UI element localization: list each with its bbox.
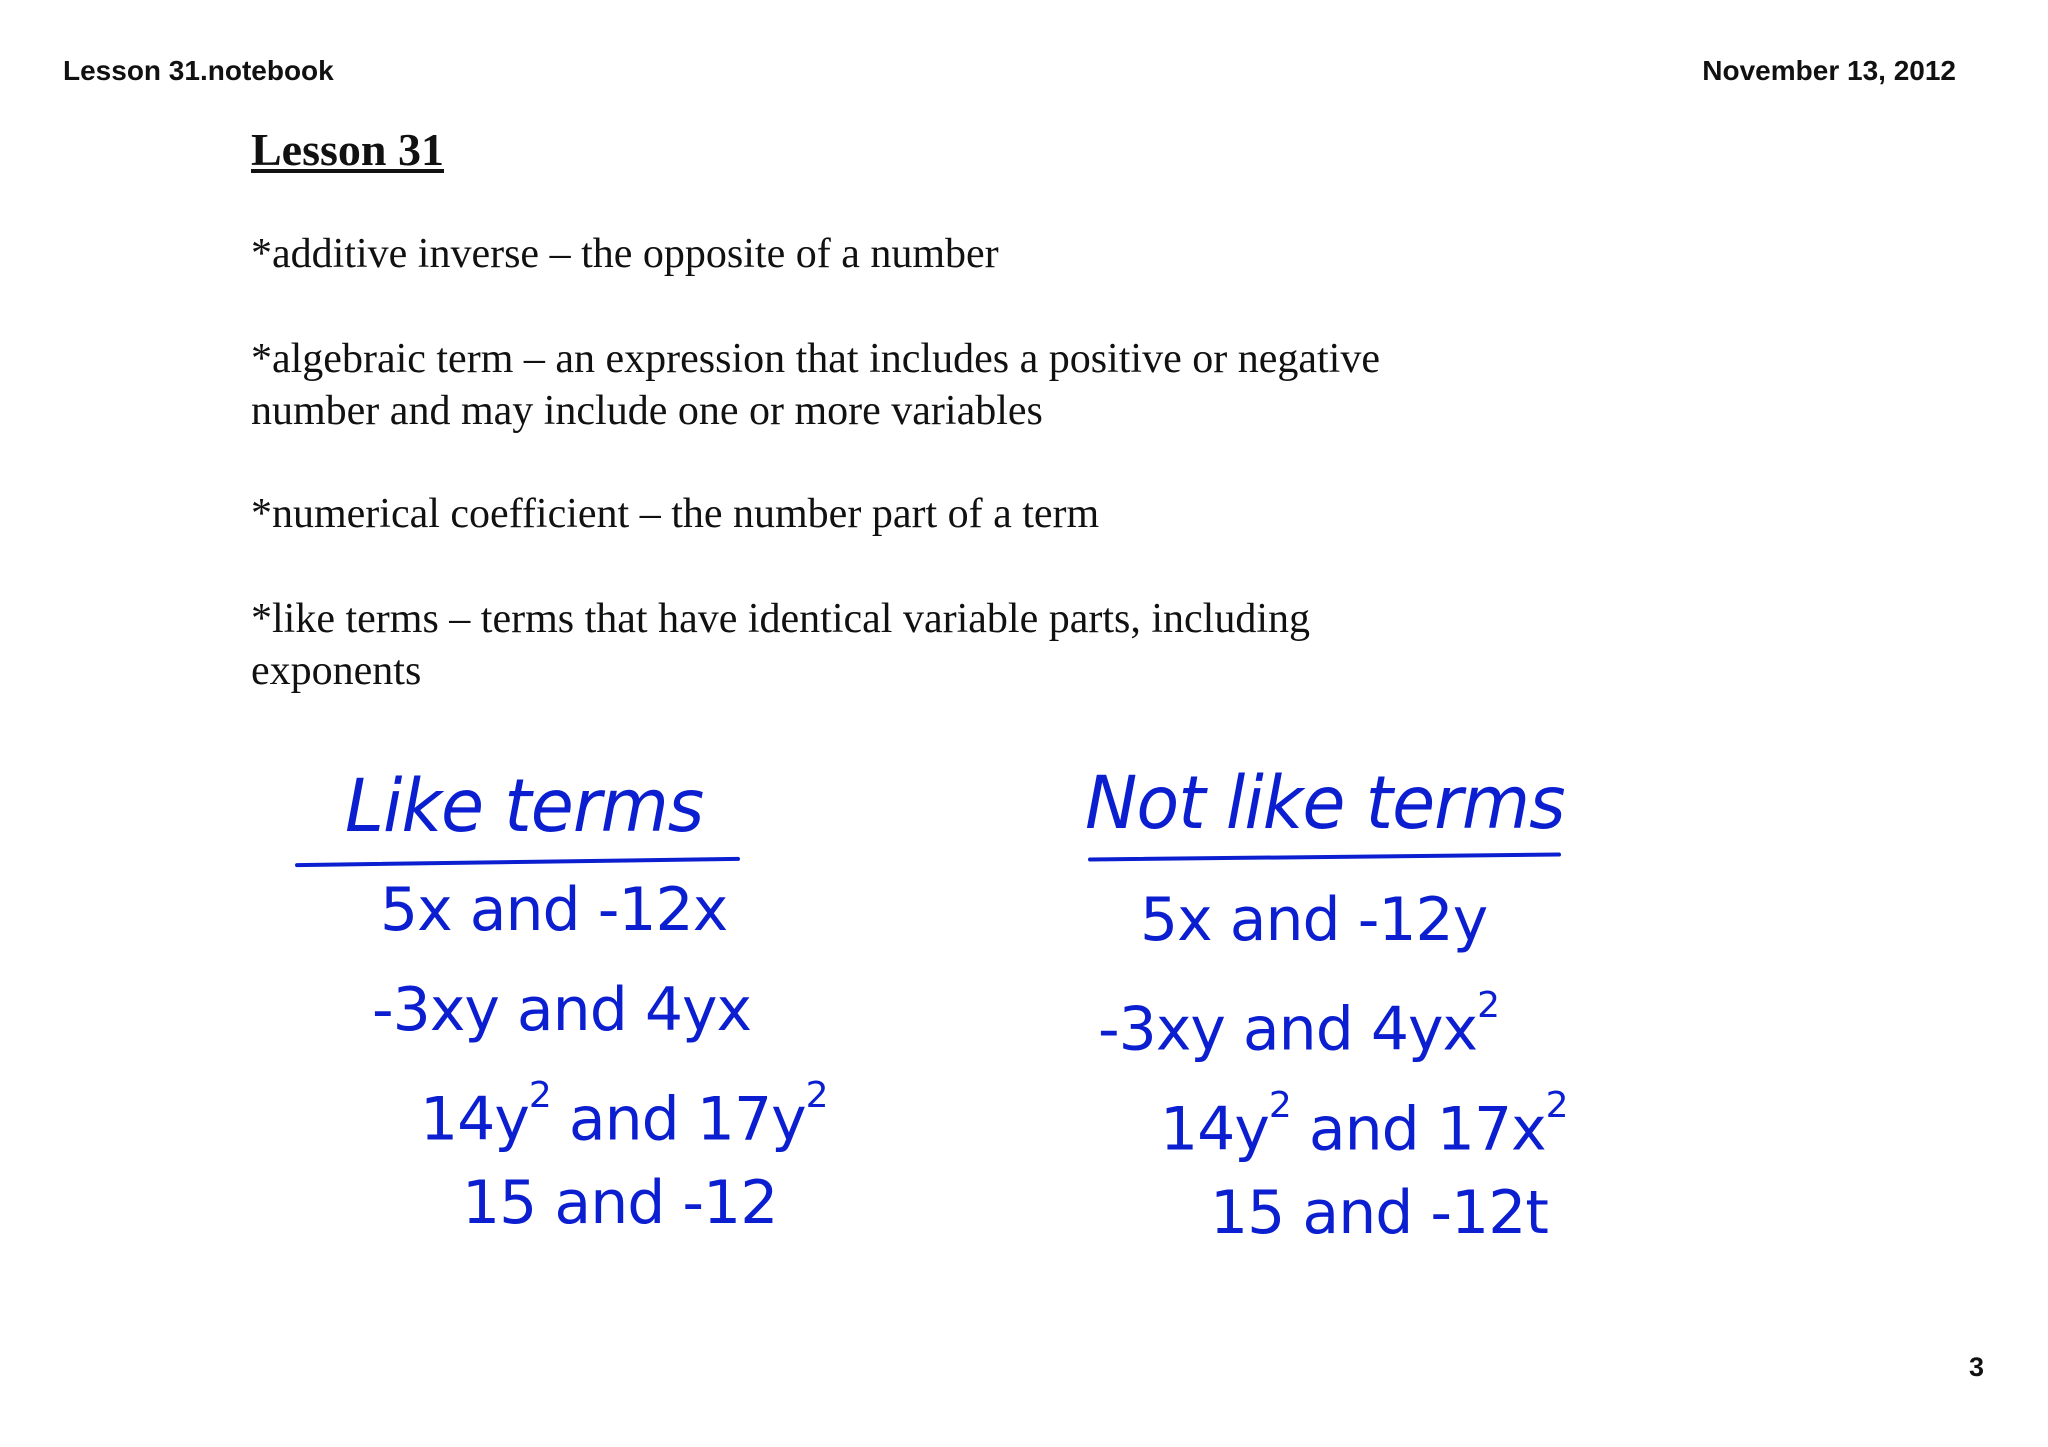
not-like-term-item-3-a: 14y	[1160, 1094, 1269, 1165]
definition-like-terms: *like terms – terms that have identical variable parts, including exponents	[251, 596, 1311, 694]
not-like-term-item-3-b-exponent: 2	[1545, 1085, 1568, 1126]
not-like-term-item-3	[1160, 1085, 1568, 1164]
not-like-term-item-3-mid: and 17x	[1290, 1094, 1546, 1165]
like-term-item-3-b-exponent: 2	[805, 1075, 828, 1116]
not-like-term-item-3-a-exponent: 2	[1268, 1085, 1291, 1126]
page-date: November 13, 2012	[1702, 55, 1956, 86]
definition-numerical-coefficient: *numerical coefficient – the number part of a term	[251, 491, 1100, 537]
not-like-term-item-1: 5x and -12y	[1140, 885, 1488, 955]
not-like-term-item-2	[1098, 985, 1499, 1064]
like-terms-heading: Like terms	[345, 762, 704, 850]
like-term-item-1: 5x and -12x	[380, 875, 728, 945]
definition-additive-inverse: *additive inverse – the opposite of a number	[251, 231, 999, 277]
not-like-term-item-4: 15 and -12t	[1210, 1178, 1548, 1248]
not-like-term-item-2-exponent: 2	[1477, 985, 1499, 1026]
like-term-item-3-mid: and 17y	[550, 1084, 806, 1155]
like-term-item-2: -3xy and 4yx	[372, 975, 752, 1045]
lesson-title: Lesson 31	[251, 124, 444, 175]
lesson-content	[251, 118, 1380, 694]
not-like-terms-heading: Not like terms	[1085, 759, 1565, 847]
notebook-title: Lesson 31.notebook	[63, 55, 334, 86]
page-number: 3	[1968, 1352, 1984, 1382]
not-like-term-item-2-a: -3xy and 4yx	[1098, 994, 1478, 1065]
not-like-terms-underline	[1088, 853, 1561, 862]
like-term-item-3-a: 14y	[420, 1084, 529, 1155]
like-terms-underline	[295, 857, 740, 867]
like-term-item-3	[420, 1075, 828, 1154]
like-term-item-4: 15 and -12	[462, 1168, 778, 1238]
definition-algebraic-term: *algebraic term – an expression that includes a positive or negative number and may include one or more variables	[251, 336, 1380, 434]
like-term-item-3-a-exponent: 2	[528, 1075, 551, 1116]
